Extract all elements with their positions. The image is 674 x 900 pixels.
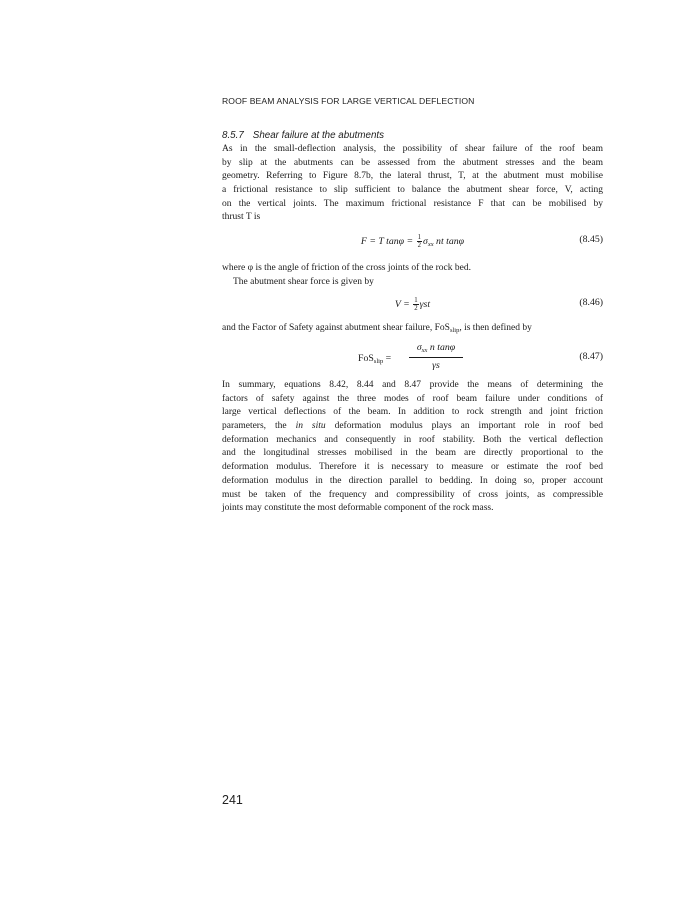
frac-denominator: 2 <box>414 305 418 312</box>
text-line: deformation mechanics and consequently in roof stability. Both the vertical deflection <box>222 434 603 445</box>
text-line: geometry. Referring to Figure 8.7b, the lateral thrust, T, at the abutment must mobilise <box>222 171 603 182</box>
eq1-sigma-subscript: xx <box>427 240 434 248</box>
paragraph-summary <box>222 379 603 516</box>
paragraph-intro <box>222 143 603 225</box>
text-line: large vertical deflections of the beam. In addition to rock strength and joint friction <box>222 407 603 418</box>
section-heading <box>222 130 384 141</box>
text-line: factors of safety against the three modes of roof beam failure under conditions of <box>222 393 603 404</box>
in-situ-italic: in situ <box>295 421 326 432</box>
equation-number: (8.47) <box>579 351 603 362</box>
text-line: In summary, equations 8.42, 8.44 and 8.47 provide the means of determining the <box>222 380 603 390</box>
section-number: 8.5.7 <box>222 130 244 141</box>
eq2-lhs: V = <box>394 298 413 310</box>
eq1-lhs: F = T tanφ = <box>360 235 416 247</box>
equation-8-47 <box>222 342 603 376</box>
equation-8-46 <box>222 295 603 313</box>
eq2-rhs: γst <box>419 298 431 310</box>
text-line: As in the small-deflection analysis, the possibility of shear failure of the roof beam <box>222 144 603 154</box>
text-line: where φ is the angle of friction of the cross joints of the rock bed. <box>222 263 471 273</box>
fos-symbol-subscript: slip <box>373 358 384 365</box>
text-line: a frictional resistance to slip sufficient to balance the abutment shear force, V, acting <box>222 185 603 196</box>
equals-sign: = <box>383 353 392 364</box>
eq1-sigma: σ <box>422 235 428 247</box>
text-line: thrust T is <box>222 212 261 223</box>
summary-line4-post: deformation modulus plays an important role in roof bed <box>325 421 603 432</box>
fraction-half <box>413 297 418 312</box>
text-line: The abutment shear force is given by <box>233 276 374 287</box>
text-line: deformation modulus. Therefore it is necessary to measure or estimate the roof bed <box>222 462 603 473</box>
text-line <box>222 322 603 336</box>
eq3-denominator: γs <box>432 360 440 371</box>
eq3-lhs <box>358 353 391 365</box>
text-line: joints may constitute the most deformable component of the rock mass. <box>222 503 494 514</box>
equation-body <box>222 297 603 312</box>
equation-8-45 <box>222 232 603 250</box>
frac-denominator: 2 <box>417 242 421 249</box>
equation-body <box>222 234 603 249</box>
equation-number: (8.46) <box>579 297 603 308</box>
eq3-sigma: σ <box>416 342 422 353</box>
text-line: and the longitudinal stresses mobilised in the beam are directly proportional to the <box>222 448 603 459</box>
frac-numerator: 1 <box>417 234 421 241</box>
eq3-numerator <box>406 342 466 354</box>
fos-symbol: FoS <box>358 353 374 364</box>
text-line: must be taken of the frequency and compressibility of cross joints, as compressible <box>222 489 603 500</box>
eq3-sigma-subscript: xx <box>421 347 428 354</box>
fraction-half <box>417 234 422 249</box>
eq3-numerator-tail: n tanφ <box>427 342 456 353</box>
frac-numerator: 1 <box>414 297 418 304</box>
paragraph-friction-angle <box>222 262 603 289</box>
text-line: deformation modulus in the direction parallel to bedding. In doing so, proper account <box>222 475 603 486</box>
running-head: ROOF BEAM ANALYSIS FOR LARGE VERTICAL DEFLECTION <box>222 96 475 106</box>
fos-subscript: slip <box>449 327 460 334</box>
fos-intro-pre: and the Factor of Safety against abutment shear failure, FoS <box>222 323 450 333</box>
text-line: on the vertical joints. The maximum frictional resistance F that can be mobilised by <box>222 198 603 209</box>
summary-line4-pre: parameters, the <box>222 421 296 432</box>
section-title: Shear failure at the abutments <box>252 130 385 141</box>
fraction-bar <box>409 357 463 358</box>
text-line <box>222 420 603 434</box>
text-line: by slip at the abutments can be assessed from the abutment stresses and the beam <box>222 157 603 168</box>
page-number: 241 <box>222 793 243 807</box>
eq1-rhs-tail: nt tanφ <box>433 235 465 247</box>
equation-number: (8.45) <box>579 234 603 245</box>
paragraph-factor-of-safety <box>222 322 603 336</box>
fos-intro-post: , is then defined by <box>459 323 532 333</box>
